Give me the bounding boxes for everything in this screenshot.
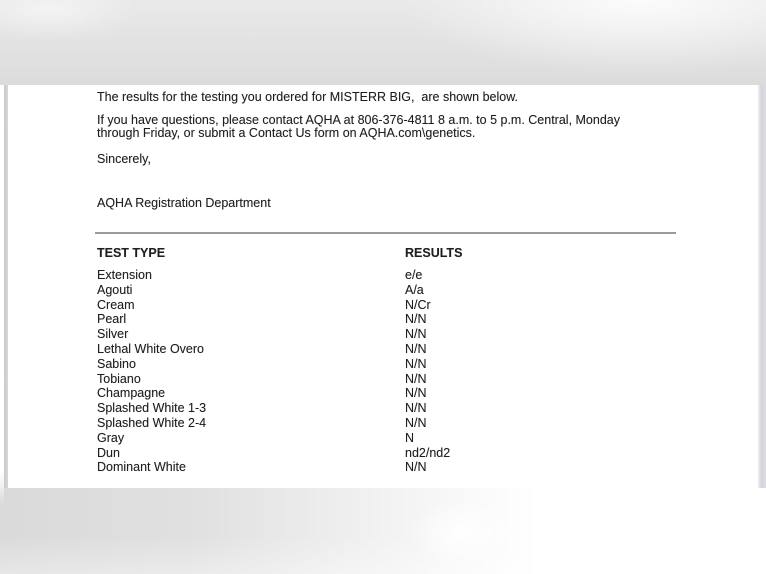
result-cell: N/N (405, 356, 427, 371)
result-cell: A/a (405, 282, 424, 297)
table-row (97, 416, 718, 431)
letter-contact-line-1: If you have questions, please contact AQHA at 806-376-4811 8 a.m. to 5 p.m. Central, Monday (97, 113, 620, 127)
table-row (97, 268, 718, 283)
result-cell: N/N (405, 386, 427, 401)
background-top-gradient (0, 0, 766, 85)
table-row (97, 372, 718, 387)
test-type-cell: Gray (97, 430, 125, 445)
table-row (97, 431, 718, 446)
result-cell: N (405, 430, 415, 445)
test-type-cell: Splashed White 2-4 (97, 415, 207, 430)
test-type-cell: Agouti (97, 282, 133, 297)
result-cell: N/N (405, 327, 427, 342)
results-table-header-row (97, 246, 462, 260)
column-header-test-type: TEST TYPE (97, 246, 166, 260)
table-row (97, 446, 718, 461)
test-type-cell: Dun (97, 445, 120, 460)
table-row (97, 327, 718, 342)
table-row (97, 460, 718, 475)
test-type-cell: Sabino (97, 356, 136, 371)
test-type-cell: Extension (97, 268, 152, 282)
test-type-cell: Tobiano (97, 371, 141, 386)
result-cell: e/e (405, 268, 423, 282)
table-row (97, 312, 718, 327)
test-type-cell: Silver (97, 327, 129, 342)
result-cell: nd2/nd2 (405, 445, 451, 460)
test-type-cell: Splashed White 1-3 (97, 401, 207, 416)
result-cell: N/N (405, 401, 427, 416)
column-header-results: RESULTS (405, 246, 463, 260)
table-row (97, 386, 718, 401)
result-cell: N/Cr (405, 297, 431, 312)
section-divider-line (95, 232, 676, 234)
letter-closing: Sincerely, (97, 152, 151, 166)
table-row (97, 342, 718, 357)
genetic-test-results-table (97, 268, 718, 475)
table-row (97, 298, 718, 313)
test-type-cell: Pearl (97, 312, 127, 327)
test-type-cell: Lethal White Overo (97, 341, 204, 356)
background-bottom-gradient (0, 488, 766, 574)
result-cell: N/N (405, 415, 427, 430)
result-cell: N/N (405, 460, 427, 475)
results-letter-page (8, 85, 758, 488)
table-row (97, 401, 718, 416)
result-cell: N/N (405, 312, 427, 327)
table-row (97, 357, 718, 372)
page-edge-shadow-right (758, 85, 766, 488)
test-type-cell: Champagne (97, 386, 166, 401)
test-type-cell: Cream (97, 297, 135, 312)
result-cell: N/N (405, 341, 427, 356)
letter-intro-line: The results for the testing you ordered for MISTERR BIG, are shown below. (97, 90, 519, 104)
test-type-cell: Dominant White (97, 460, 186, 475)
letter-contact-line-2: through Friday, or submit a Contact Us form on AQHA.com\genetics. (97, 126, 476, 140)
table-row (97, 283, 718, 298)
result-cell: N/N (405, 371, 427, 386)
letter-signature: AQHA Registration Department (97, 196, 271, 210)
